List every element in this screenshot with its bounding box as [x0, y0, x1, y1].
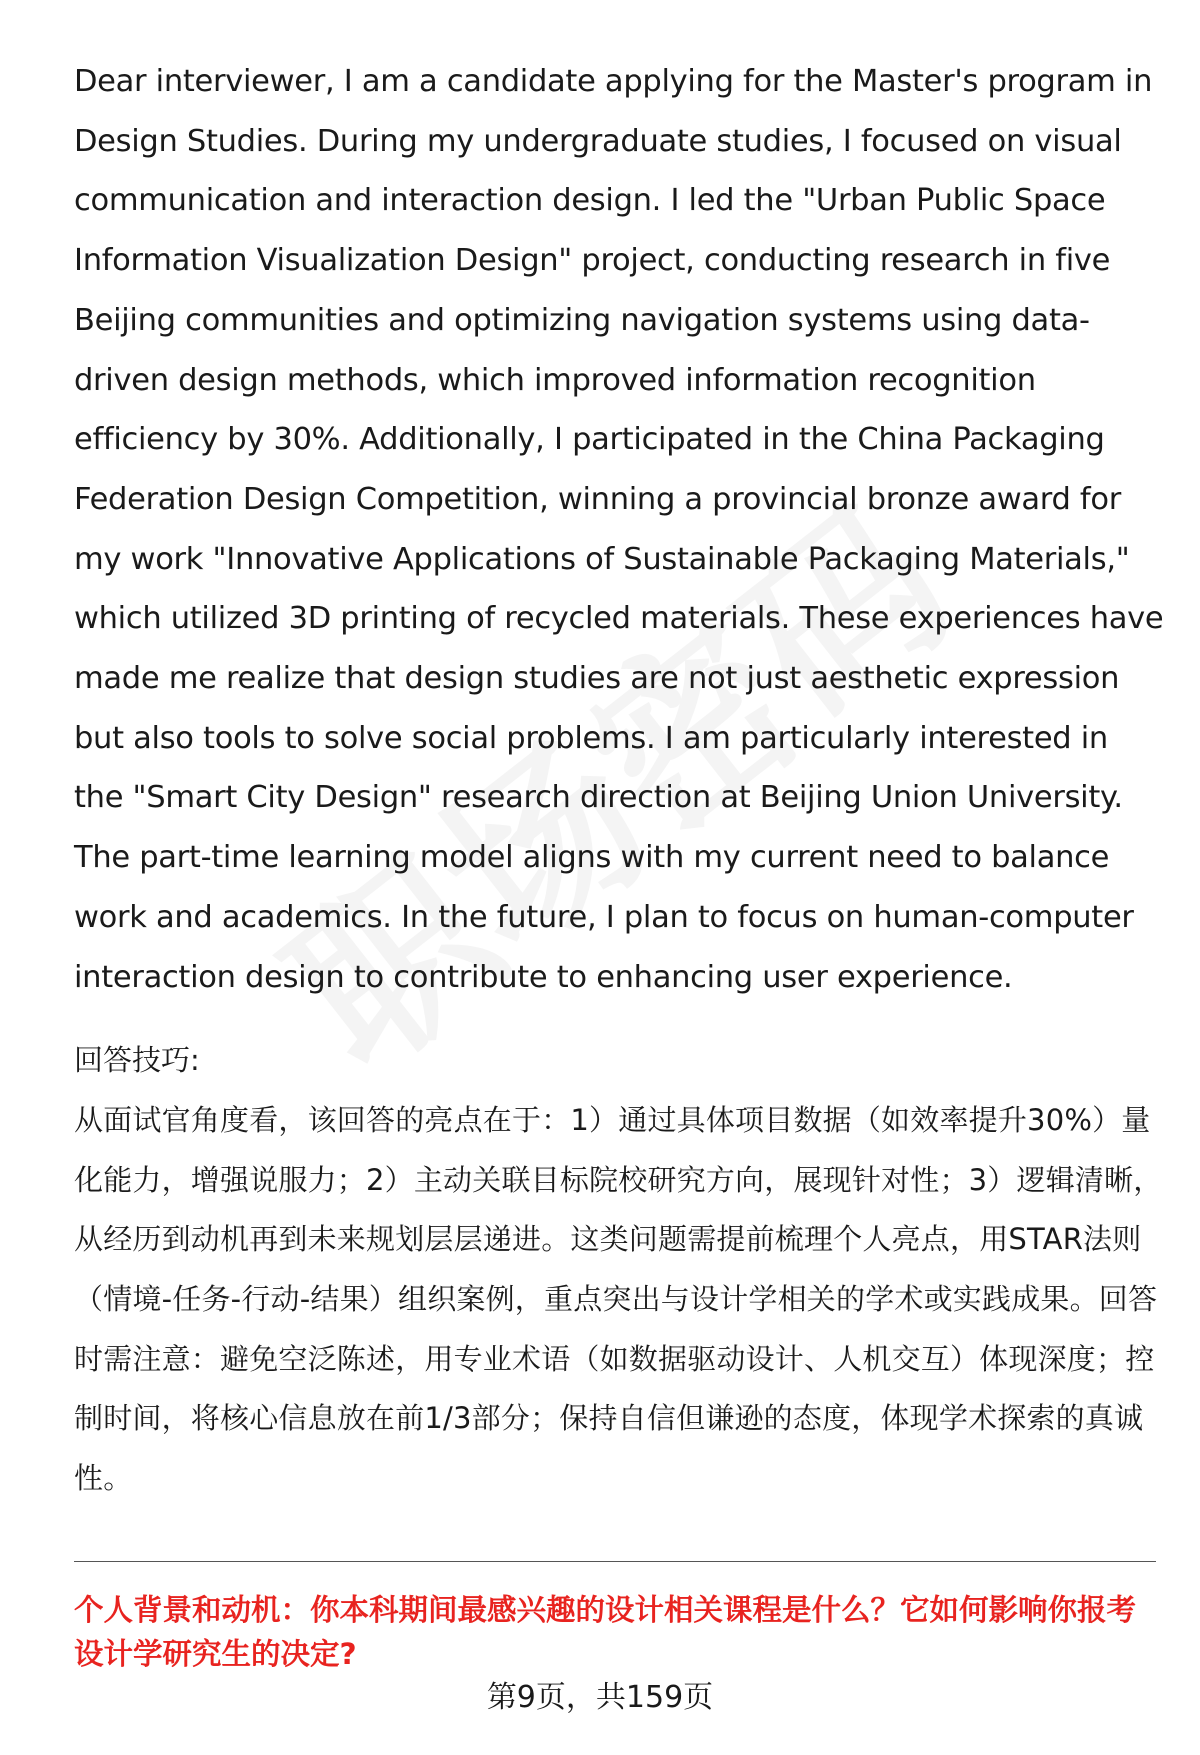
tips-paragraph: 从面试官角度看，该回答的亮点在于：1）通过具体项目数据（如效率提升30%）量化能力，增强说服力；2）主动关联目标院校研究方向，展现针对性；3）逻辑清晰，从经历到动机再到未来规划层层递进。这类问题需提前梳理个人亮点，用STAR法则（情境-任务-行动-结果）组织案例，重点突出与设计学相关的学术或实践成果。回答时需注意：避免空泛陈述，用专业术语（如数据驱动设计、人机交互）体现深度；控制时间，将核心信息放在前1/3部分；保持自信但谦逊的态度，体现学术探索的真诚性。 — [74, 1102, 1163, 1496]
content-area — [74, 52, 1164, 1509]
tips-heading: 回答技巧: — [74, 1043, 200, 1078]
page-number: 第9页，共159页 — [486, 1680, 714, 1715]
next-question-heading: 个人背景和动机：你本科期间最感兴趣的设计相关课程是什么？它如何影响你报考设计学研究生的决定? — [74, 1593, 1137, 1671]
sample-answer-paragraph: Dear interviewer, I am a candidate applying for the Master's program in Design Studies. During my undergraduate studies, I focused on visual communication and interaction design. I led the "Urban Public Space Information Visualization Design" project, conducting research in five Beijing communities and optimizing navigation systems using data-driven design methods, which improved information recognition efficiency by 30%. Additionally, I participated in the China Packaging Federation Design Competition, winning a provincial bronze award for my work "Innovative Applications of Sustainable Packaging Materials," which utilized 3D printing of recycled materials. These experiences have made me realize that design studies are not just aesthetic expression but also tools to solve social problems. I am particularly interested in the "Smart City Design" research direction at Beijing Union University. The part-time learning model aligns with my current need to balance work and academics. In the future, I plan to focus on human-computer interaction design to contribute to enhancing user experience. — [74, 64, 1164, 995]
section-divider — [74, 1561, 1156, 1562]
